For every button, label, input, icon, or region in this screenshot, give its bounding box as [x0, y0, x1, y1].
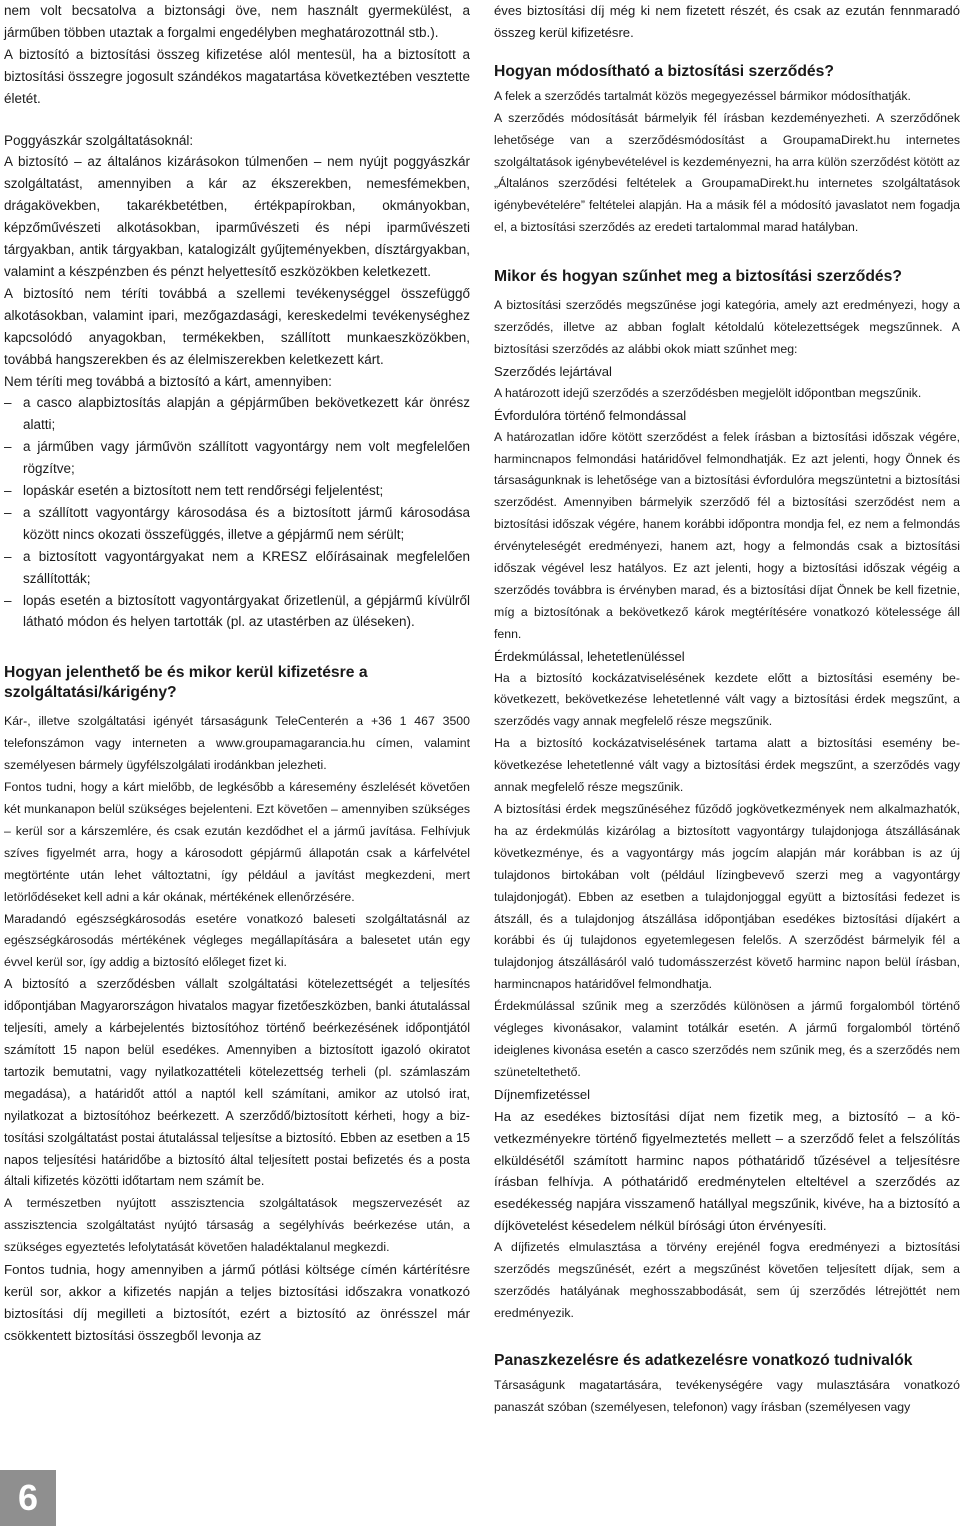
section-subheading: Poggyászkár szolgáltatásoknál: [4, 132, 194, 148]
list-intro: Nem téríti meg továbbá a biztosító a kárt, amennyiben: [4, 373, 332, 389]
body-paragraph: A határozatlan időre kötött szerződést a felek írásban a biztosítási időszak végére, harmincnapos felmondási határidővel felmondhatják. Ez azt jelenti, hogy Önnek és társaságunknak is lehetősége van a biztosítási évfordulóra megszüntetni a biztosítási szerződést. Amennyiben bármelyik szerződő fél a biztosítási szerződést nem a biztosítási időszak végére, hanem korábbi időpontra mondja fel, ez nem a felmondás érvényteleségét eredményezi, hanem azt, hogy a felmondás csak a biztosítási időszak végével lesz hatályos. Ez azt jelenti, hogy a biztosítási időszak végéig a szerződés továbbra is érvényben marad, és a biztosítási díjat Önnek be kell fizetnie, míg a biztosítónak a bekövetkező károk megtérítésére vonatkozó kötelessége áll fenn. [494, 429, 960, 641]
body-paragraph: Ha a biztosító kockázatviselésének tartama alatt a biztosítási esemény bekövetkezése lehetetlenné vált vagy a biztosítási érdek megszűnt, a szerződés vagy annak megfelelő része megszűnik. [494, 736, 960, 795]
subheading: Szerződés lejártával [494, 363, 612, 379]
exclusion-list [4, 392, 470, 633]
body-paragraph: Érdekmúlással szűnik meg a szerződés különösen a jármű forgalomból történő végleges kivonásakor, valamint totálkár esetén. A jármű forgalomból történő ideiglenes kivonása esetén a casco szerződés nem szűnik meg, és a szerződés nem szüneteltethető. [494, 999, 960, 1079]
body-paragraph: éves biztosítási díj még ki nem fizetett részét, és csak az ezután fennmaradó összeg kerül kifizetésre. [494, 3, 960, 40]
body-paragraph: A biztosító nem téríti továbbá a szellemi tevékenységgel összefüggő alkotásokban, valamint ipari, mezőgazdasági, kereskedelmi tevékenységhez kapcsolódó anyagokban, termékekben, szállított munkaeszközökben, továbbá hangszerekben és az élelmiszerekben keletkezett kárt. [4, 285, 470, 367]
body-paragraph: Társaságunk magatartására, tevékenységére vagy mulasztására vonatkozó panaszát szóban (személyesen, telefonon) vagy írásban (személyesen vagy [494, 1377, 960, 1414]
body-paragraph: A biztosító – az általános kizárásokon túlmenően – nem nyújt poggyászkár szolgáltatást, amennyiben a kár az ékszerekben, nemesfémekben, drágakövekben, takarékbetétben, értékpapírokban, okmányokban, képzőművészeti alkotásokban, iparművészeti és népi iparművészeti tárgyakban, antik tárgyakban, katalogizált gyűjteményekben, dísztárgyakban, valamint a készpénzben és pénzt helyettesítő eszközökben keletkezett. [4, 154, 470, 279]
subheading: Évfordulóra történő felmondással [494, 407, 687, 423]
list-item: – a szállított vagyontárgy károsodása és a biztosított jármű károsodása között nincs okozati összefüggés, illetve a gépjármű nem sérült; [4, 502, 470, 546]
body-paragraph: A biztosító a szerződésben vállalt szolgáltatási kötelezettségét a teljesítés időpontjában Magyarországon hivatalos magyar fizetőeszközben, banki átutalással teljesíti, amely a kárbejelentés biztosítóhoz történő beérkezésének időpontjától számított 15 napon belül esedékes. Amennyiben a biztosított igazoló okiratot tartozik bemutatni, vagy nyilatkozattételi kötelezettség terheli (pl. számlaszám megadása), a határidőt attól a naptól kell számítani, amikor az utolsó irat, nyilatkozat a biztosítóhoz beérkezett. A szerződő/biztosított kérheti, hogy a biztosítási szolgáltatást postai átutalással teljesítse a biztosító. Ebben az esetben a 15 napos teljesítési határidőbe a biztosító által teljesített postai befizetés és a posta általi kifizetés közötti időtartam nem számít be. [4, 977, 470, 1189]
page-number: 6 [0, 1470, 56, 1526]
body-paragraph: A biztosítási érdek megszűnéséhez fűződő jogkövetkezmények nem alkalmazhatók, ha az érdekmúlás kizárólag a biztosított vagyontárgy tulajdonjoga átszállásának következménye, és a vagyontárgy más jogcím alapján már korábban is az új tulajdonos birtokában volt (például lízingbevevő szerzi meg a vagyontárgy tulajdonjogát). Ebben az esetben a tulajdonjoggal együtt a biztosítási fedezet is átszáll, és a tulajdonjog átszállása időpontjában esedékes biztosítási díjakért a korábbi és új tulajdonos egyetemlegesen felelős. A szerződést bármelyik fél a tulajdonjog átszállásáról való tudomásszerzést követő harminc napon belül írásban, harmincnapos határidővel felmondhatja. [494, 802, 960, 992]
body-paragraph: A díjfizetés elmulasztása a törvény erejénél fogva eredményezi a biztosítási szerződés megszűnését, ezért a megszűnést követően teljesített díjak, sem a szerződés hatályának meghosszabbodását, sem új szerződés létrejöttét nem eredményezik. [494, 1240, 960, 1320]
body-paragraph: Fontos tudnia, hogy amennyiben a jármű pótlási költsége címén kártérítésre kerül sor, akkor a kifizetés napján a teljes biztosítási időszakra vonatkozó biztosítási díj megilleti a biztosítót, ezért a biztosító az önrésszel már csökkentett biztosítási összegből levonja az [4, 1262, 470, 1343]
body-paragraph: Kár-, illetve szolgáltatási igényét társaságunk TeleCenterén a +36 1 467 3500 telefonszámon vagy interneten a www.groupamagarancia.hu címen, valamint személyesen bármely ügyfélszolgálati irodánkban jelezheti. [4, 714, 470, 773]
body-paragraph: A szerződés módosítását bármelyik fél írásban kezdeményezheti. A szerződőnek lehetősége van a szerződésmódosítást a GroupamaDirekt.hu internetes szolgáltatások igénybevételével is kezdeményezni, ha arra külön szerződést kötött az „Általános szerződési feltételek a GroupamaDirekt.hu internetes szolgáltatások igénybevételére” feltételei alapján. Ha a másik fél a módosító javaslatot nem fogadja el, a biztosítási szerződés az eredeti tartalommal marad hatályban. [494, 110, 960, 235]
left-column [4, 0, 470, 1347]
right-column [494, 0, 960, 1419]
intro-paragraph: nem volt becsatolva a biztonsági öve, nem használt gyermekülést, a járműben többen utaztak a forgalmi engedélyben meghatározottnál stb.). [4, 3, 470, 40]
body-paragraph: Maradandó egészségkárosodás esetére vonatkozó baleseti szolgáltatásnál az egészségkárosodás mértékének végleges megállapítására a balesetet után egy évvel kerül sor, így addig a biztosító előleget fizet ki. [4, 911, 470, 970]
subheading: Érdekmúlással, lehetetlenüléssel [494, 648, 685, 664]
section-heading: Mikor és hogyan szűnhet meg a biztosítási szerződés? [494, 268, 902, 286]
section-heading: Panaszkezelésre és adatkezelésre vonatkozó tudnivalók [494, 1351, 913, 1369]
list-item: – lopás esetén a biztosított vagyontárgyakat őrizetlenül, a gépjármű kívülről látható módon és helyen tartották (pl. az utastérben az üléseken). [4, 590, 470, 634]
body-paragraph: A természetben nyújtott asszisztencia szolgáltatások megszervezését az asszisztencia szolgáltatást nyújtó társaság a segélyhívás beérkezése után, a szükséges egyeztetés lefolytatását követően haladéktalanul megkezdi. [4, 1196, 470, 1255]
spacer [4, 110, 470, 130]
list-item: – lopáskár esetén a biztosított nem tett rendőrségi feljelentést; [4, 480, 470, 502]
body-paragraph: A határozott idejű szerződés a szerződésben megjelölt időpontban megszűnik. [494, 385, 922, 400]
body-paragraph: A biztosítási szerződés megszűnése jogi kategória, amely azt eredményezi, hogy a szerződés, illetve az abban foglalt kétoldalú kötelezettségek megszűnnek. A biztosítási szerződés az alábbi okok miatt szűnhet meg: [494, 298, 960, 356]
body-paragraph: Fontos tudni, hogy a kárt mielőbb, de legkésőbb a káresemény észlelését követően két munkanapon belül szükséges bejelenteni. Ezt követően – amennyiben szükséges – kerül sor a kárszemlére, és csak ezután kezdődhet el a jármű javítása. Felhívjuk szíves figyelmét arra, hogy a károsodott gépjármű állapotán csak a kárfelvétel megtörténte után lehet változtatni, így például a javítást megkezdeni, mert letörlődéseket kell adni a kár okának, mértékének ellenőrzésére. [4, 780, 470, 904]
body-paragraph: A felek a szerződés tartalmát közös megegyezéssel bármikor módosíthatják. [494, 88, 911, 103]
subheading: Díjnemfizetéssel [494, 1086, 591, 1102]
list-item: – a biztosított vagyontárgyakat nem a KRESZ előírásainak megfelelően szállították; [4, 546, 470, 590]
intro-paragraph: A biztosító a biztosítási összeg kifizetése alól mentesül, ha a biztosított a biztosítási összegre jogosult szándékos magatartása következtében vesztette életét. [4, 46, 470, 106]
section-heading: Hogyan módosítható a biztosítási szerződés? [494, 62, 834, 80]
body-paragraph: Ha a biztosító kockázatviselésének kezdete előtt a biztosítási esemény bekövetkezett, bekövetkezése lehetetlenné vált vagy a biztosítási érdek megszűnt, a szerződés vagy annak megfelelő része megszűnik. [494, 670, 960, 729]
list-item: – a járműben vagy járművön szállított vagyontárgy nem volt megfelelően rögzítve; [4, 436, 470, 480]
section-heading: Hogyan jelenthető be és mikor kerül kifizetésre a szolgáltatási/kárigény? [4, 664, 368, 702]
body-paragraph: Ha az esedékes biztosítási díjat nem fizetik meg, a biztosító – a következményekre történő figyelmeztetés mellett – a szerződő felet a felszólítás elküldésétől számított harminc napos póthatáridő tűzésével a teljesítésre írásban felhívja. A póthatáridő eredménytelen elteltével a szerződés az esedékesség napjára visszamenő hatállyal megszűnik, kivéve, ha a biztosító a díjkövetelést késedelem nélkül bírósági úton érvényesíti. [494, 1108, 960, 1234]
list-item: – a casco alapbiztosítás alapján a gépjárműben bekövetkezett kár önrész alatti; [4, 392, 470, 436]
